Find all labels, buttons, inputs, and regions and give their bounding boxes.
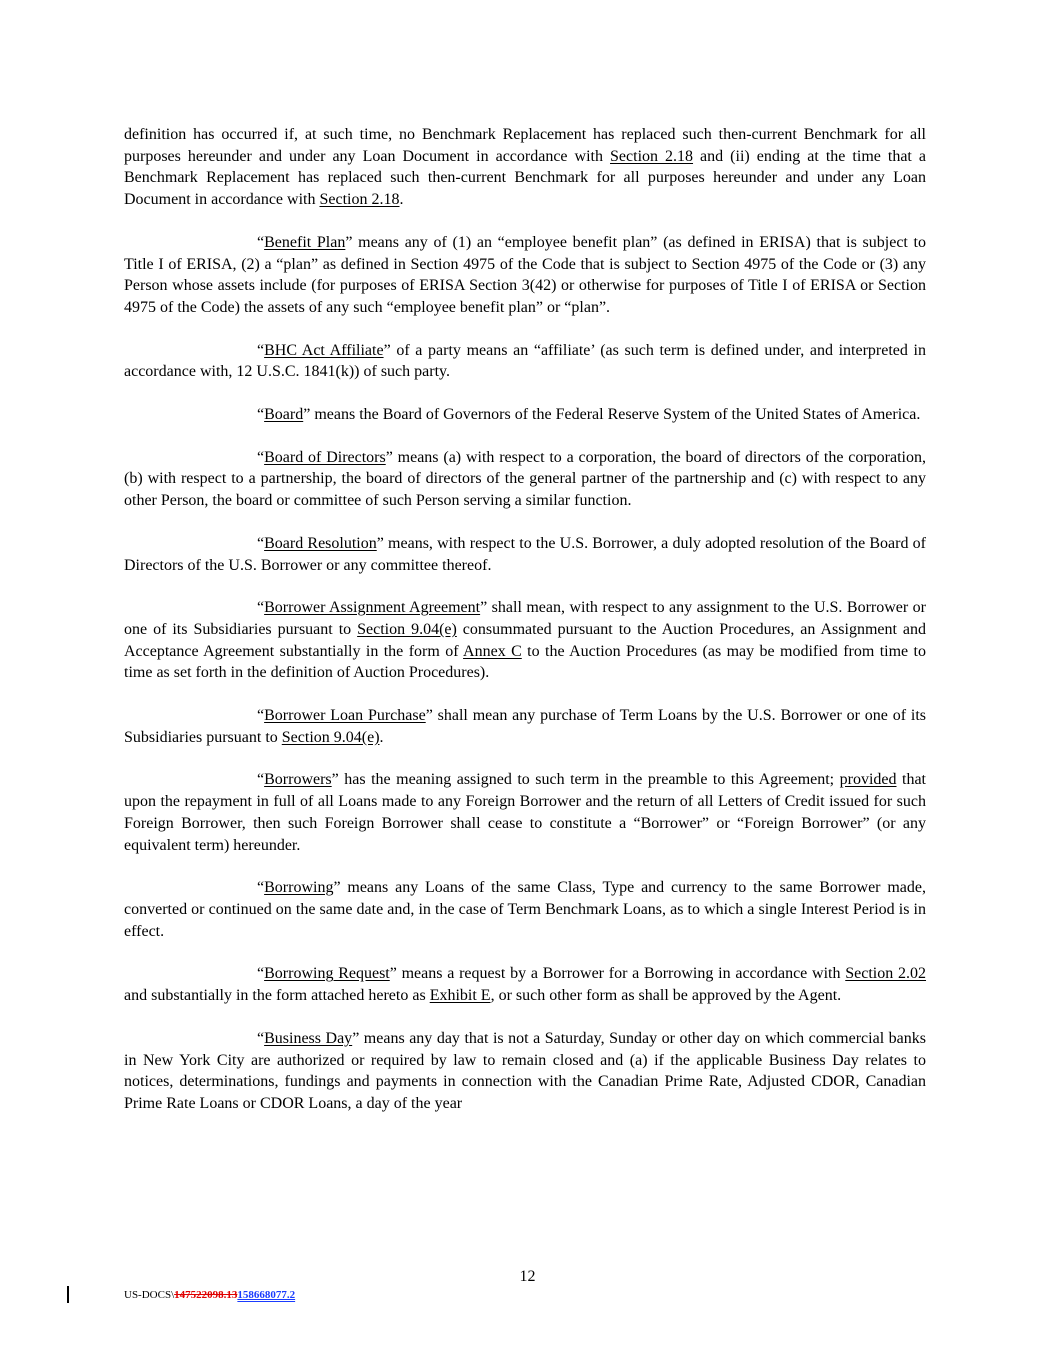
paragraph-text: ” shall mean any purchase of Term Loans by the U.S. Borrower or one of its Subsidiaries pursuant to [124,707,926,746]
doc-id-deleted: 147522098.13 [174,1289,238,1301]
definition-paragraph-borrowers [124,769,926,856]
paragraph-text: ” means any Loans of the same Class, Type and currency to the same Borrower made, converted or continued on the same date and, in the case of Term Benchmark Loans, as to which a single Interest Period is in effect. [124,879,926,940]
underlined-term: provided [839,771,897,789]
paragraph-text: . [399,191,404,209]
paragraph-text: . [379,728,384,746]
underlined-term: Benefit Plan [264,233,346,251]
paragraph-text: “ [257,1029,265,1047]
paragraph-text: ” shall mean, with respect to any assignment to the U.S. Borrower or one of its Subsidiaries pursuant to [124,599,926,638]
document-id-footer [124,1289,295,1301]
underlined-term: Borrowing [264,879,334,897]
underlined-term: Section 9.04(e) [281,728,380,746]
underlined-term: Board [264,406,304,424]
document-body [124,124,926,1115]
paragraph-text: definition has occurred if, at such time, no Benchmark Replacement has replaced such then-current Benchmark for all purposes hereunder and under any Loan Document in accordance with [124,126,926,165]
definition-paragraph-borrower-assignment-agreement [124,597,926,684]
paragraph-text: ” means the Board of Governors of the Federal Reserve System of the United States of America. [303,406,921,424]
underlined-term: Board of Directors [264,448,386,466]
underlined-term: Annex C [463,642,522,660]
underlined-term: Section 2.18 [610,147,694,165]
doc-id-inserted: 158668077.2 [237,1289,296,1301]
paragraph-text: ” means, with respect to the U.S. Borrower, a duly adopted resolution of the Board of Directors of the U.S. Borrower or any committee thereof. [124,534,927,574]
definition-paragraph-business-day [124,1028,926,1115]
paragraph-text: ” means any of (1) an “employee benefit plan” (as defined in ERISA) that is subject to Title I of ERISA, (2) a “plan” as defined in Section 4975 of the Code that is subject to Section 4975 of the Code or (3) any Person whose assets include (for purposes of ERISA Section 3(42) or otherwise for purposes of Title I of ERISA or Section 4975 of the Code) the assets of any such “employee benefit plan” or “plan”. [124,233,926,316]
underlined-term: Exhibit E [429,987,491,1005]
definition-paragraph-borrowing [124,877,926,942]
paragraph-text: ” means any day that is not a Saturday, Sunday or other day on which commercial banks in New York City are authorized or required by law to remain closed and (a) if the applicable Business Day relates to notices, determinations, fundings and payments in connection with the Canadian Prime Rate, Adjusted CDOR, Canadian Prime Rate Loans or CDOR Loans, a day of the year [124,1029,926,1112]
page-number: 12 [519,1268,536,1285]
document-page [124,124,926,1136]
paragraph-text: “ [257,341,265,359]
definition-paragraph-continuation [124,124,926,211]
doc-id-prefix: US-DOCS\ [124,1289,175,1301]
definition-paragraph-board-resolution [124,533,926,576]
definition-paragraph-borrower-loan-purchase [124,705,926,748]
paragraph-text: “ [257,879,265,897]
definition-paragraph-benefit-plan [124,232,926,319]
paragraph-text: “ [257,965,265,983]
paragraph-text: that upon the repayment in full of all Loans made to any Foreign Borrower and the return of all Letters of Credit issued for such Foreign Borrower, then such Foreign Borrower shall cease to constitute a “Borrower” or “Foreign Borrower” (or any equivalent term) hereunder. [124,771,927,854]
paragraph-text: ” means (a) with respect to a corporation, the board of directors of the corporation, (b) with respect to a partnership, the board of directors of the general partner of the partnership and (c) with respect to any other Person, the board or committee of such Person serving a similar function. [124,448,927,510]
underlined-term: Borrower Assignment Agreement [264,599,481,617]
definition-paragraph-board [124,404,926,426]
underlined-term: Borrowing Request [264,965,390,983]
paragraph-text: to the Auction Procedures (as may be modified from time to time as set forth in the definition of Auction Procedures). [124,642,927,682]
paragraph-text: ” has the meaning assigned to such term in the preamble to this Agreement; [331,771,840,789]
paragraph-text: “ [257,771,265,789]
underlined-term: Board Resolution [264,534,377,552]
paragraph-text: “ [257,599,265,617]
definition-paragraph-board-of-directors [124,447,926,512]
underlined-term: Section 2.18 [319,191,400,209]
definition-paragraph-borrowing-request [124,963,926,1006]
underlined-term: Section 2.02 [845,965,927,983]
underlined-term: Borrowers [264,771,332,789]
definition-paragraph-bhc-act-affiliate [124,340,926,383]
revision-change-bar [67,1286,69,1303]
paragraph-text: “ [257,406,265,424]
underlined-term: BHC Act Affiliate [264,341,384,359]
underlined-term: Section 9.04(e) [357,620,457,638]
paragraph-text: ” means a request by a Borrower for a Borrowing in accordance with [389,965,846,983]
underlined-term: Borrower Loan Purchase [264,707,426,725]
paragraph-text: , or such other form as shall be approved by the Agent. [490,987,842,1005]
paragraph-text: “ [257,707,265,725]
paragraph-text: “ [257,233,265,251]
underlined-term: Business Day [264,1029,353,1047]
paragraph-text: ” of a party means an “affiliate’ (as such term is defined under, and interpreted in accordance with, 12 U.S.C. 1841(k)) of such party. [124,341,927,381]
paragraph-text: and substantially in the form attached hereto as [124,987,430,1005]
paragraph-text: “ [257,448,265,466]
paragraph-text: “ [257,534,265,552]
paragraph-text: consummated pursuant to the Auction Procedures, an Assignment and Acceptance Agreement substantially in the form of [124,620,926,660]
paragraph-text: and (ii) ending at the time that a Benchmark Replacement has replaced such then-current Benchmark for all purposes hereunder and under any Loan Document in accordance with [124,147,926,209]
